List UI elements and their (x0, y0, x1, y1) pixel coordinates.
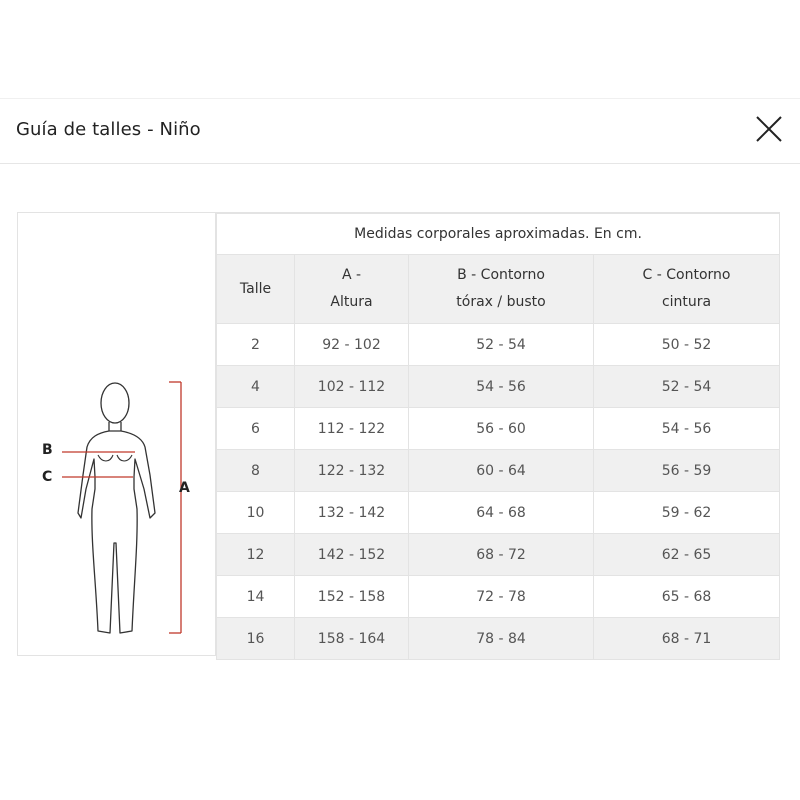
cell-cintura: 65 - 68 (594, 576, 780, 618)
header-contorno-torax: B - Contorno tórax / busto (409, 255, 594, 324)
table-caption: Medidas corporales aproximadas. En cm. (217, 214, 780, 255)
cell-altura: 112 - 122 (295, 408, 409, 450)
table-row (217, 534, 780, 576)
header-altura: A - Altura (295, 255, 409, 324)
measure-label-a: A (179, 480, 190, 496)
cell-altura: 152 - 158 (295, 576, 409, 618)
table-row (217, 450, 780, 492)
cell-torax: 54 - 56 (409, 366, 594, 408)
size-guide (17, 212, 780, 656)
table-row (217, 492, 780, 534)
body-figure-panel (18, 213, 216, 655)
table-row (217, 366, 780, 408)
cell-cintura: 59 - 62 (594, 492, 780, 534)
table-row (217, 408, 780, 450)
cell-talle: 4 (217, 366, 295, 408)
measure-label-b: B (42, 442, 53, 458)
cell-altura: 158 - 164 (295, 618, 409, 660)
close-icon (752, 112, 786, 146)
table-header-row (217, 255, 780, 324)
cell-altura: 92 - 102 (295, 324, 409, 366)
cell-altura: 142 - 152 (295, 534, 409, 576)
cell-talle: 8 (217, 450, 295, 492)
body-silhouette-illustration (18, 213, 216, 655)
header-contorno-cintura: C - Contorno cintura (594, 255, 780, 324)
size-table (216, 213, 780, 660)
header-talle: Talle (217, 255, 295, 324)
cell-torax: 68 - 72 (409, 534, 594, 576)
cell-torax: 78 - 84 (409, 618, 594, 660)
cell-talle: 10 (217, 492, 295, 534)
cell-talle: 14 (217, 576, 295, 618)
table-row (217, 618, 780, 660)
cell-torax: 60 - 64 (409, 450, 594, 492)
cell-talle: 12 (217, 534, 295, 576)
cell-torax: 64 - 68 (409, 492, 594, 534)
cell-torax: 72 - 78 (409, 576, 594, 618)
cell-torax: 52 - 54 (409, 324, 594, 366)
table-row (217, 576, 780, 618)
table-row (217, 324, 780, 366)
cell-talle: 16 (217, 618, 295, 660)
cell-cintura: 68 - 71 (594, 618, 780, 660)
close-button[interactable] (752, 112, 786, 146)
cell-altura: 102 - 112 (295, 366, 409, 408)
modal-header (0, 98, 800, 164)
cell-cintura: 56 - 59 (594, 450, 780, 492)
cell-altura: 132 - 142 (295, 492, 409, 534)
cell-cintura: 50 - 52 (594, 324, 780, 366)
cell-talle: 6 (217, 408, 295, 450)
cell-torax: 56 - 60 (409, 408, 594, 450)
cell-talle: 2 (217, 324, 295, 366)
cell-cintura: 52 - 54 (594, 366, 780, 408)
cell-cintura: 62 - 65 (594, 534, 780, 576)
cell-altura: 122 - 132 (295, 450, 409, 492)
modal-title: Guía de talles - Niño (16, 119, 201, 140)
cell-cintura: 54 - 56 (594, 408, 780, 450)
table-caption-row (217, 214, 780, 255)
measure-label-c: C (42, 469, 53, 485)
